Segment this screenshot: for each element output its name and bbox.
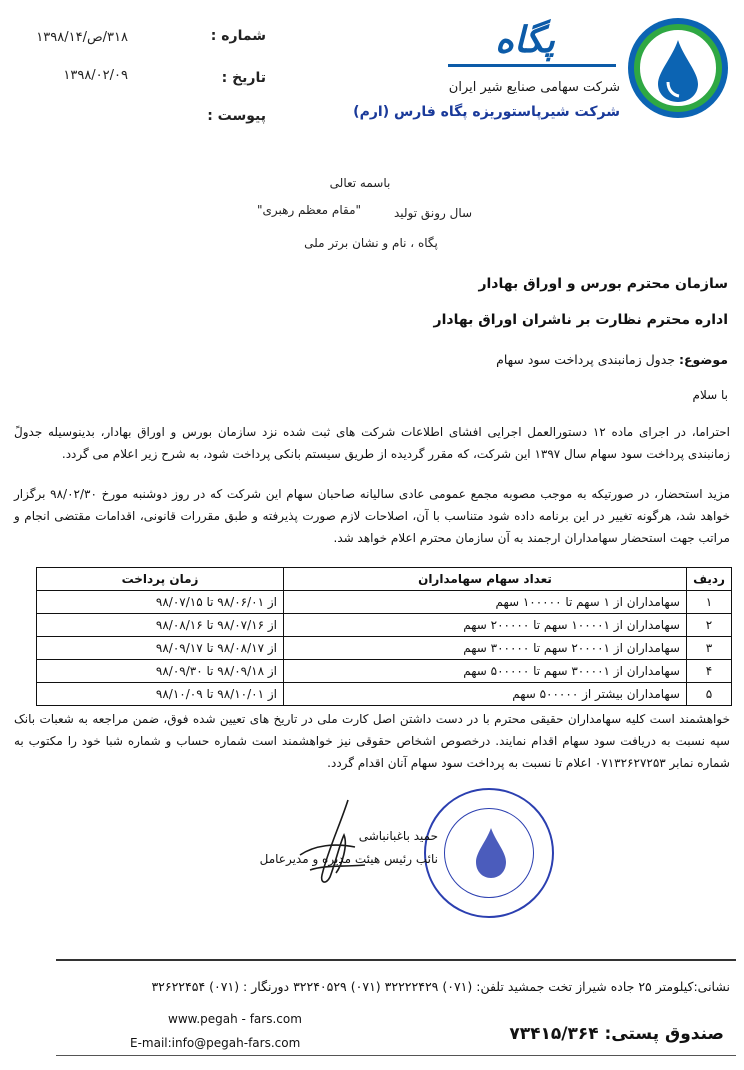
- row-number: ۲: [687, 614, 732, 637]
- pegah-logo: [628, 18, 728, 118]
- paragraph-general-assembly: مزید استحضار، در صورتیکه به موجب مصوبه مجمع عمومی عادی سالیانه صاحبان سهام این شرکت که در روز دوشنبه مورخ ۹۸/۰۲/۳۰ برگزار خواهد شد، هرگونه تغییر در این برنامه داده شود متناسب با آن، اصلاحات لازم صورت پذیرفته و طبق مقررات قانونی، اقدامات مقتضی انجام و مراتب جهت استحضار سهامداران ارجمند به آن سازمان محترم اعلام خواهد شد.: [14, 487, 730, 545]
- subject: [496, 352, 728, 367]
- brand-wordmark: پگاه: [495, 20, 555, 61]
- row-number: ۳: [687, 637, 732, 660]
- stamp-drop-icon: [426, 790, 556, 920]
- footer-divider: [56, 959, 736, 961]
- header-row-number: ردیف: [687, 568, 732, 591]
- slogan-source: "مقام معظم رهبری": [256, 203, 362, 217]
- footer-po-box: صندوق پستی: ۷۳۴۱۵/۳۶۴: [509, 1024, 724, 1044]
- shareholder-range: سهامداران از ۳۰۰۰۰۱ سهم تا ۵۰۰۰۰۰ سهم: [284, 660, 687, 683]
- company-stamp: [424, 788, 554, 918]
- parent-company-name: شرکت سهامی صنایع شیر ایران: [448, 80, 620, 95]
- number-value: ۳۱۸/ص/۱۳۹۸/۱۴: [36, 30, 128, 45]
- table-header-row: [37, 568, 732, 591]
- signer-name: حمید باغبانباشی: [358, 829, 438, 843]
- table-row: [37, 637, 732, 660]
- footer-bottom-rule: [56, 1055, 736, 1056]
- header-payment-time: زمان پرداخت: [37, 568, 284, 591]
- brand-underline: [448, 64, 616, 67]
- table-row: [37, 660, 732, 683]
- logo-ring: [634, 24, 722, 112]
- table-row: [37, 683, 732, 706]
- milk-drop-icon: [654, 38, 702, 104]
- date-value: ۱۳۹۸/۰۲/۰۹: [63, 68, 128, 83]
- table-row: [37, 591, 732, 614]
- dividend-schedule-table: [36, 567, 732, 706]
- attachment-label: پیوست :: [207, 108, 266, 124]
- payment-period: از ۹۸/۱۰/۰۱ تا ۹۸/۱۰/۰۹: [37, 683, 284, 706]
- paragraph-announcement: احتراما، در اجرای ماده ۱۲ دستورالعمل اجرایی افشای اطلاعات شرکت های ثبت شده نزد سازمان بورس و اوراق بهادار، بدینوسیله جدولً زمانبندی پرداخت سود سهام سال ۱۳۹۷ این شرکت، که مقرر گردیده از طریق سیستم بانکی پرداخت شود، به شرح زیر اعلام می گردد.: [14, 425, 730, 461]
- footer-website[interactable]: www.pegah - fars.com: [168, 1012, 302, 1026]
- number-label: شماره :: [210, 28, 266, 44]
- paragraph-payment-instructions: خواهشمند است کلیه سهامداران حقیقی محترم با در دست داشتن اصل کارت ملی در تاریخ های تعیین شده فوق، ضمن مراجعه به شعبات بانک سپه نسبت به دریافت سود سهام اقدام نمایند. درخصوص اشخاص حقوقی نیز خواهشمند است شماره حساب و شماره شبا خود را مکتوب به شماره نمابر ۰۷۱۳۲۶۲۷۲۵۳ اعلام تا نسبت به پرداخت سود سهام آنان اقدام گردد.: [14, 712, 730, 770]
- payment-period: از ۹۸/۰۸/۱۷ تا ۹۸/۰۹/۱۷: [37, 637, 284, 660]
- footer-email[interactable]: E-mail:info@pegah-fars.com: [130, 1036, 301, 1050]
- header-shareholders: تعداد سهام سهامداران: [284, 568, 687, 591]
- payment-period: از ۹۸/۰۹/۱۸ تا ۹۸/۰۹/۳۰: [37, 660, 284, 683]
- subject-label: موضوع:: [678, 352, 728, 367]
- row-number: ۱: [687, 591, 732, 614]
- shareholder-range: سهامداران بیشتر از ۵۰۰۰۰۰ سهم: [284, 683, 687, 706]
- payment-period: از ۹۸/۰۷/۱۶ تا ۹۸/۰۸/۱۶: [37, 614, 284, 637]
- footer-address-phones: نشانی:کیلومتر ۲۵ جاده شیراز تخت جمشید تلفن: (۰۷۱) ۳۲۲۲۲۴۲۹ (۰۷۱) ۳۲۲۴۰۵۲۹ دورنگار : (۰۷۱) ۳۲۶۲۲۴۵۴: [151, 979, 730, 994]
- signer-title: نائب رئیس هیئت مدیره و مدیرعامل: [259, 852, 438, 866]
- company-name: شرکت شیرپاستوریزه پگاه فارس (ارم): [353, 104, 620, 120]
- stamp-text: [206, 290, 207, 291]
- date-label: تاریخ :: [221, 70, 266, 86]
- recipient-line-1: سازمان محترم بورس و اوراق بهادار: [478, 276, 728, 292]
- national-award-slogan: پگاه ، نام و نشان برتر ملی: [304, 236, 438, 250]
- table-row: [37, 614, 732, 637]
- row-number: ۴: [687, 660, 732, 683]
- recipient-line-2: اداره محترم نظارت بر ناشران اوراق بهادار: [433, 312, 728, 328]
- shareholder-range: سهامداران از ۲۰۰۰۰۱ سهم تا ۳۰۰۰۰۰ سهم: [284, 637, 687, 660]
- bismillah: باسمه تعالی: [329, 176, 391, 190]
- shareholder-range: سهامداران از ۱۰۰۰۰۱ سهم تا ۲۰۰۰۰۰ سهم: [284, 614, 687, 637]
- year-slogan: سال رونق تولید: [393, 206, 473, 220]
- shareholder-range: سهامداران از ۱ سهم تا ۱۰۰۰۰۰ سهم: [284, 591, 687, 614]
- row-number: ۵: [687, 683, 732, 706]
- subject-text: جدول زمانبندی پرداخت سود سهام: [496, 352, 675, 367]
- greeting: با سلام: [692, 388, 728, 402]
- payment-period: از ۹۸/۰۶/۰۱ تا ۹۸/۰۷/۱۵: [37, 591, 284, 614]
